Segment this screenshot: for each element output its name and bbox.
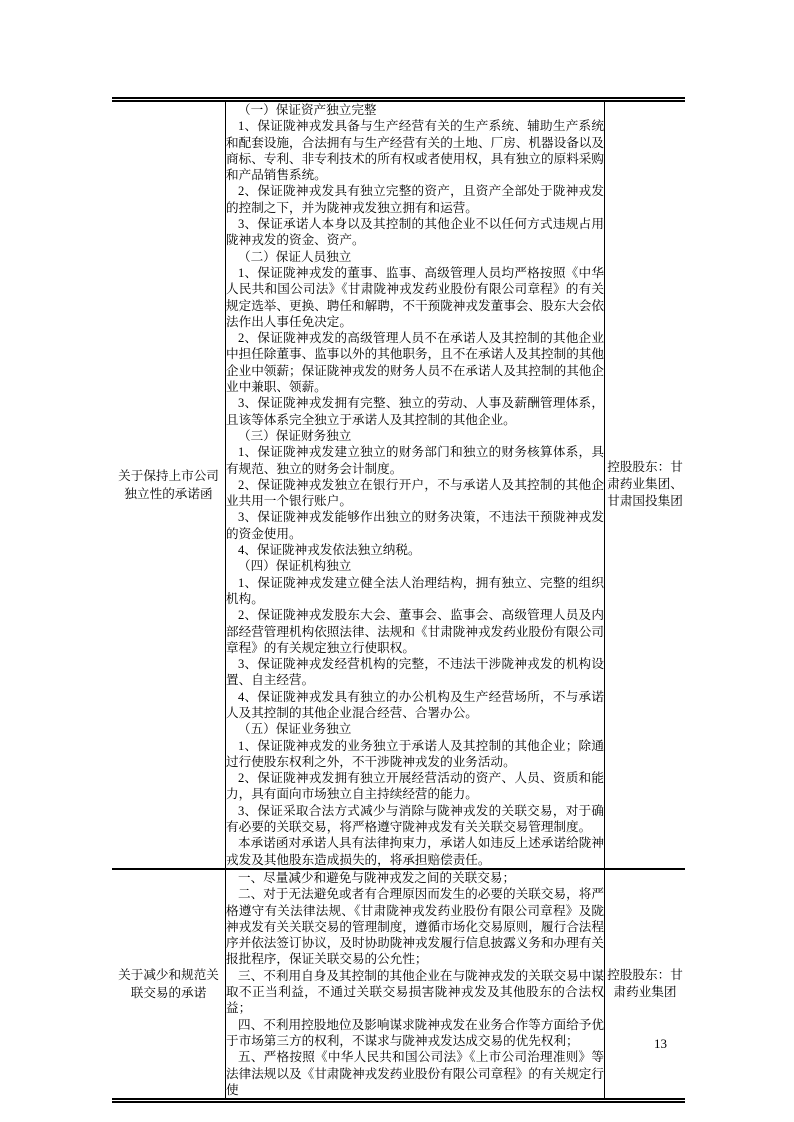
paragraph: 一、尽量减少和避免与陇神戎发之间的关联交易； — [237, 870, 516, 885]
paragraph: 4、保证陇神戎发具有独立的办公机构及生产经营场所，不与承诺人及其控制的其他企业混合经营、合署办公。 — [226, 689, 604, 720]
paragraph: 本承诺函对承诺人具有法律拘束力，承诺人如违反上述承诺给陇神戎发及其他股东造成损失的，将承担赔偿责任。 — [226, 836, 604, 867]
paragraph: 1、保证陇神戎发的董事、监事、高级管理人员均严格按照《中华人民共和国公司法》《甘肃陇神戎发药业股份有限公司章程》的有关规定选举、更换、聘任和解聘，不干预陇神戎发董事会、股东大会依法作出人事任免决定。 — [226, 265, 604, 329]
paragraph: 3、保证采取合法方式减少与消除与陇神戎发的关联交易，对于确有必要的关联交易，将严格遵守陇神戎发有关关联交易管理制度。 — [226, 803, 604, 835]
paragraph: 2、保证陇神戎发具有独立完整的资产，且资产全部处于陇神戎发的控制之下，并为陇神戎发独立拥有和运营。 — [226, 184, 604, 215]
commitment-title-related-transactions: 关于减少和规范关联交易的承诺 — [112, 869, 226, 1101]
paragraph: （二）保证人员独立 — [237, 249, 352, 264]
commitment-content-independence — [226, 100, 605, 869]
paragraph: 二、对于无法避免或者有合理原因而发生的必要的关联交易，将严格遵守有关法律法规、《甘肃陇神戎发药业股份有限公司章程》及陇神戎发有关关联交易的管理制度，遵循市场化交易原则，履行合法程序并依法签订协议，及时协助陇神戎发履行信息披露义务和办理有关报批程序，保证关联交易的公允性； — [226, 887, 604, 967]
commitment-party-independence: 控股股东：甘肃药业集团、甘肃国投集团 — [605, 100, 686, 869]
paragraph: 1、保证陇神戎发建立健全法人治理结构，拥有独立、完整的组织机构。 — [226, 575, 604, 606]
paragraph: 三、不利用自身及其控制的其他企业在与陇神戎发的关联交易中谋取不正当利益，不通过关联交易损害陇神戎发及其他股东的合法权益； — [226, 968, 604, 1016]
paragraph: 1、保证陇神戎发具备与生产经营有关的生产系统、辅助生产系统和配套设施，合法拥有与生产经营有关的土地、厂房、机器设备以及商标、专利、非专利技术的所有权或者使用权，具有独立的原料采购和产品销售系统。 — [226, 119, 604, 183]
commitment-content-related-transactions — [226, 869, 605, 1101]
paragraph: 1、保证陇神戎发的业务独立于承诺人及其控制的其他企业；除通过行使股东权利之外，不干涉陇神戎发的业务活动。 — [226, 738, 604, 769]
paragraph: （五）保证业务独立 — [237, 722, 352, 737]
paragraph: 3、保证承诺人本身以及其控制的其他企业不以任何方式违规占用陇神戎发的资金、资产。 — [226, 217, 604, 248]
table-row — [112, 100, 685, 869]
paragraph: 3、保证陇神戎发拥有完整、独立的劳动、人事及薪酬管理体系，且该等体系完全独立于承诺人及其控制的其他企业。 — [226, 396, 604, 427]
paragraph: （三）保证财务独立 — [237, 428, 352, 443]
paragraph: 2、保证陇神戎发拥有独立开展经营活动的资产、人员、资质和能力，具有面向市场独立自主持续经营的能力。 — [226, 771, 604, 802]
paragraph: （四）保证机构独立 — [237, 559, 352, 574]
paragraph: 1、保证陇神戎发建立独立的财务部门和独立的财务核算体系，具有规范、独立的财务会计制度。 — [226, 445, 604, 476]
paragraph: 2、保证陇神戎发独立在银行开户，不与承诺人及其控制的其他企业共用一个银行账户。 — [226, 477, 604, 509]
paragraph: 2、保证陇神戎发的高级管理人员不在承诺人及其控制的其他企业中担任除董事、监事以外的其他职务，且不在承诺人及其控制的其他企业中领薪；保证陇神戎发的财务人员不在承诺人及其控制的其他企业中兼职、领薪。 — [226, 331, 604, 395]
paragraph: 3、保证陇神戎发能够作出独立的财务决策，不违法干预陇神戎发的资金使用。 — [226, 510, 604, 541]
paragraph: 五、严格按照《中华人民共和国公司法》《上市公司治理准则》等法律法规以及《甘肃陇神戎发药业股份有限公司章程》的有关规定行使 — [226, 1050, 604, 1097]
commitment-title-independence: 关于保持上市公司独立性的承诺函 — [112, 100, 226, 869]
paragraph: 四、不利用控股地位及影响谋求陇神戎发在业务合作等方面给予优于市场第三方的权利，不谋求与陇神戎发达成交易的优先权利； — [226, 1017, 604, 1048]
page-number: 13 — [654, 1036, 667, 1051]
paragraph: 2、保证陇神戎发股东大会、董事会、监事会、高级管理人员及内部经营管理机构依照法律、法规和《甘肃陇神戎发药业股份有限公司章程》的有关规定独立行使职权。 — [226, 608, 604, 655]
table-row — [112, 869, 685, 1101]
commitments-table — [112, 97, 685, 1103]
paragraph: （一）保证资产独立完整 — [237, 103, 377, 117]
paragraph: 4、保证陇神戎发依法独立纳税。 — [237, 543, 421, 558]
paragraph: 3、保证陇神戎发经营机构的完整，不违法干涉陇神戎发的机构设置、自主经营。 — [226, 657, 604, 688]
commitment-party-related-transactions: 控股股东：甘肃药业集团 — [605, 869, 686, 1101]
